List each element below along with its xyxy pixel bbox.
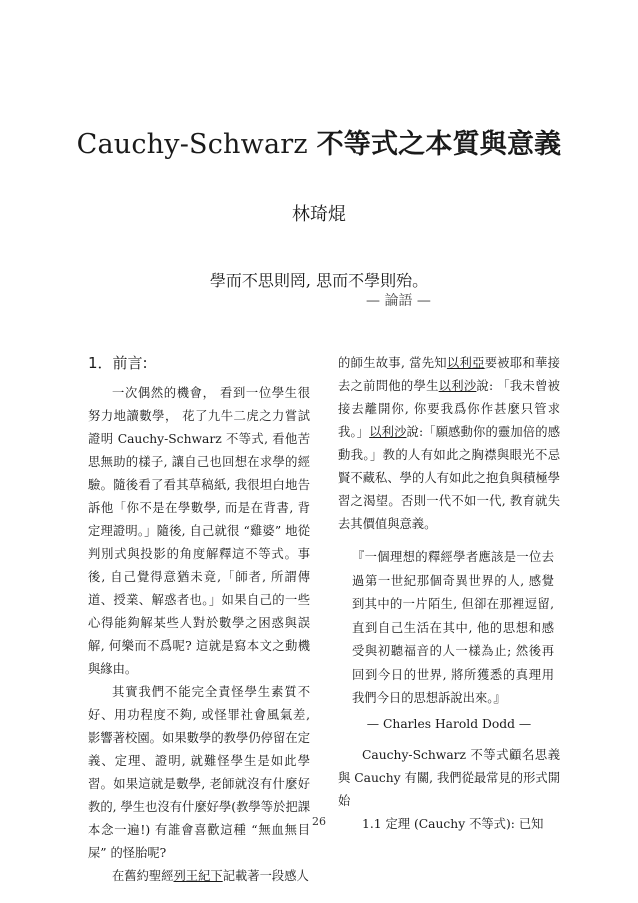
intro-paragraph: Cauchy-Schwarz 不等式顧名思義與 Cauchy 有關, 我們從最常見的形式開始 bbox=[338, 747, 560, 808]
page-number: 26 bbox=[312, 815, 326, 828]
block-quote: 『一個理想的釋經學者應該是一位去過第一世紀那個奇異世界的人, 感覺到其中的一片陌生, 但卻在那裡逗留, 直到自己生活在其中, 他的思想和感受與初聽福音的人一樣為止; 然後再回到今日的世界, 將所獲悉的真理用我們今日的思想訴說出來。』 bbox=[352, 550, 554, 705]
theorem-line: 1.1 定理 (Cauchy 不等式): 已知 bbox=[362, 816, 544, 831]
paragraph-1: 一次偶然的機會， 看到一位學生很努力地讀數學， 花了九牛二虎之力嘗試證明 Cauchy-Schwarz 不等式, 看他苦思無助的樣子, 讓自己也回想在求學的經驗。隨後看了看其草稿紙, 我很坦白地告訴他「你不是在學數學, 而是在背書, 背定理證明。」隨後, 自己就很 “雞婆” 地從判別式與投影的角度解釋這不等式。事後, 自己覺得意猶未竟,「師者, 所謂傳道、授業、解惑者也。」如果自己的一些心得能夠解某些人對於數學之困惑與誤解, 何樂而不爲呢? 這就是寫本文之動機與緣由。 bbox=[88, 386, 310, 676]
epigraph-source: — 論語 — bbox=[366, 293, 431, 309]
title-latin: Cauchy-Schwarz bbox=[76, 129, 317, 160]
name-elisha-2: 以利沙 bbox=[369, 425, 407, 439]
paper-title bbox=[0, 122, 638, 161]
right-column bbox=[338, 352, 560, 836]
story-text-4: 說:「願感動你的靈加倍的感動我。」教的人有如此之胸襟與眼光不忌賢不藏私、學的人有如此之抱負與積極學習之渴望。否則一代不如一代, 教育就失去其價值與意義。 bbox=[338, 425, 560, 531]
story-text-2: 要被耶和華接去之前問他的學生 bbox=[338, 356, 560, 393]
story-text-3: 說: 「我未曾被接去離開你, 你要我爲你作甚麼只管求我。」 bbox=[338, 379, 560, 439]
left-column bbox=[88, 352, 314, 888]
paragraph-3-start: 在舊約聖經 bbox=[112, 869, 174, 883]
title-cjk: 不等式之本質與意義 bbox=[316, 129, 562, 160]
paragraph-3 bbox=[88, 865, 310, 888]
quote-source: — Charles Harold Dodd — bbox=[366, 716, 532, 731]
section-heading: 1．前言: bbox=[88, 354, 148, 372]
paragraph-2: 其實我們不能完全責怪學生素質不好、用功程度不夠, 或怪罪社會風氣差, 影響著校園。如果數學的教學仍停留在定義、定理、證明, 就難怪學生是如此學習。如果這就是數學, 老師就沒有什麼好教的, 學生也沒有什麼好學(教學等於把課本念一遍!) 有誰會喜歡這種 “無血無目屎” 的怪胎呢? bbox=[88, 685, 314, 860]
epigraph-quote: 學而不思則罔, 思而不學則殆。 bbox=[209, 271, 429, 290]
paragraph-3-end: 記載著一段感人 bbox=[222, 869, 309, 883]
story-text-1: 的師生故事, 當先知 bbox=[338, 356, 447, 370]
book-name-kings: 列王紀下 bbox=[173, 869, 223, 883]
name-elisha: 以利沙 bbox=[438, 379, 477, 393]
author-name: 林琦焜 bbox=[292, 204, 346, 225]
name-elijah: 以利亞 bbox=[446, 356, 485, 370]
story-paragraph bbox=[338, 352, 560, 536]
